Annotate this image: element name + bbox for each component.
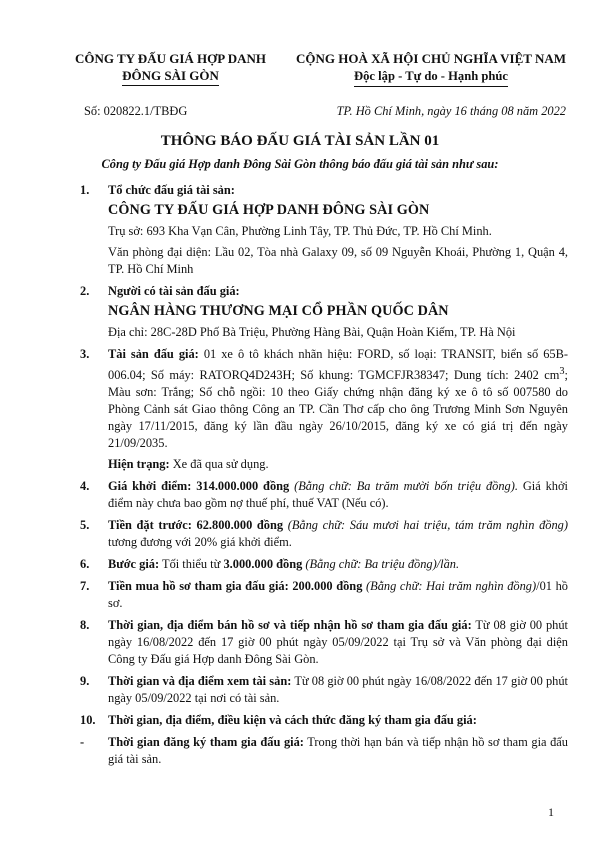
section-7 bbox=[70, 578, 568, 612]
section-number: 6. bbox=[80, 557, 90, 572]
section-number: 8. bbox=[80, 618, 90, 633]
section-number: 4. bbox=[80, 479, 90, 494]
section-text: Trong thời hạn bán và tiếp nhận hồ sơ tham gia đấu giá tài sản. bbox=[108, 735, 568, 767]
section-3 bbox=[70, 346, 568, 473]
auction-organizer-name: CÔNG TY ĐẤU GIÁ HỢP DANH ĐÔNG SÀI GÒN bbox=[108, 202, 430, 218]
section-8 bbox=[70, 617, 568, 668]
section-label: Tổ chức đấu giá tài sản: bbox=[108, 183, 235, 197]
section-number: 2. bbox=[80, 284, 90, 298]
asset-description-cont: ; Màu sơn: Trắng; Số chỗ ngồi: 10 theo Giấy chứng nhận đăng ký xe ô tô số 007580 do Phòng Cảnh sát Giao thông Công an TP. Cần Thơ cấp cho ông Trương Minh Sơn Nguyên ngày 17/11/2015, đăng ký lần đầu ngày 26/10/2015, đăng ký xe có giá trị đến ngày 21/09/2035. bbox=[108, 368, 568, 451]
status-label: Hiện trạng: bbox=[108, 457, 170, 472]
section-number: 7. bbox=[80, 579, 90, 594]
asset-owner-name: NGÂN HÀNG THƯƠNG MẠI CỔ PHẦN QUỐC DÂN bbox=[108, 303, 449, 319]
document-body bbox=[70, 182, 568, 773]
section-9 bbox=[70, 673, 568, 707]
national-motto: Độc lập - Tự do - Hạnh phúc bbox=[354, 68, 508, 87]
section-label: Thời gian đăng ký tham gia đấu giá: bbox=[108, 735, 304, 750]
page-number: 1 bbox=[548, 805, 554, 819]
bullet-dash: - bbox=[80, 735, 85, 750]
asset-owner-address: Địa chỉ: 28C-28D Phố Bà Triệu, Phường Hàng Bài, Quận Hoàn Kiếm, TP. Hà Nội bbox=[108, 325, 516, 339]
section-label: Thời gian, địa điểm, điều kiện và cách thức đăng ký tham gia đấu giá: bbox=[108, 713, 477, 728]
deposit-note: tương đương với 20% giá khởi điểm. bbox=[108, 535, 292, 550]
organizer-rep-office: Văn phòng đại diện: Lầu 02, Tòa nhà Galaxy 09, số 09 Nguyễn Khoái, Phường 1, Quận 4, TP. Hồ Chí Minh bbox=[108, 245, 568, 276]
section-text: Từ 08 giờ 00 phút ngày 16/08/2022 đến 17 giờ 00 phút ngày 05/09/2022 tại nơi có tài sản. bbox=[108, 674, 568, 706]
status-text: Xe đã qua sử dụng. bbox=[172, 457, 269, 472]
section-1 bbox=[70, 182, 568, 278]
starting-price-words: (Bằng chữ: Ba trăm mười bốn triệu đồng). bbox=[294, 479, 518, 494]
section-label: Người có tài sản đấu giá: bbox=[108, 284, 240, 298]
section-number: 1. bbox=[80, 183, 90, 197]
organizer-head-office: Trụ sở: 693 Kha Vạn Cân, Phường Linh Tây, TP. Thủ Đức, TP. Hồ Chí Minh. bbox=[108, 224, 492, 238]
national-header bbox=[286, 50, 576, 87]
bid-step-amount: 3.000.000 đồng bbox=[223, 557, 303, 572]
company-name-line2: ĐÔNG SÀI GÒN bbox=[122, 67, 219, 86]
section-5 bbox=[70, 517, 568, 551]
section-number: 5. bbox=[80, 518, 90, 533]
company-name-line1: CÔNG TY ĐẤU GIÁ HỢP DANH bbox=[74, 51, 267, 66]
section-label: Bước giá: bbox=[108, 557, 160, 572]
sub-item-registration bbox=[70, 734, 568, 768]
document-intro: Công ty Đấu giá Hợp danh Đông Sài Gòn thông báo đấu giá tài sản như sau: bbox=[101, 157, 499, 171]
section-4 bbox=[70, 478, 568, 512]
section-label: Thời gian, địa điểm bán hồ sơ và tiếp nhận hồ sơ tham gia đấu giá: bbox=[108, 618, 472, 633]
section-text: Từ 08 giờ 00 phút ngày 16/08/2022 đến 17 giờ 00 phút ngày 05/09/2022 tại Trụ sở và Văn phòng đại diện Công ty Đấu giá Hợp danh Đông Sài Gòn. bbox=[108, 618, 568, 667]
section-6 bbox=[70, 556, 568, 573]
section-10 bbox=[70, 712, 568, 729]
document-date: TP. Hồ Chí Minh, ngày 16 tháng 08 năm 2022 bbox=[336, 104, 566, 118]
section-number: 9. bbox=[80, 674, 90, 689]
dossier-fee: Tiền mua hồ sơ tham gia đấu giá: 200.000 đồng bbox=[108, 579, 363, 594]
dossier-fee-unit: /01 hồ sơ. bbox=[108, 579, 568, 611]
company-header bbox=[58, 50, 283, 86]
bid-step-text: Tối thiểu từ bbox=[162, 557, 221, 572]
superscript: 3 bbox=[559, 366, 565, 377]
section-label: Thời gian và địa điểm xem tài sản: bbox=[108, 674, 292, 689]
section-2 bbox=[70, 283, 568, 341]
bid-step-words: (Bằng chữ: Ba triệu đồng)/lần. bbox=[305, 557, 460, 572]
asset-description: 01 xe ô tô khách nhãn hiệu: FORD, số loại: TRANSIT, biển số 65B-006.04; Số máy: RATORQ4D243H; Số khung: TGMCFJR38347; Dung tích: 2402 cm bbox=[108, 347, 568, 383]
document-title: THÔNG BÁO ĐẤU GIÁ TÀI SẢN LẦN 01 bbox=[160, 133, 440, 149]
section-label: Tài sản đấu giá: bbox=[108, 347, 199, 361]
starting-price: Giá khởi điểm: 314.000.000 đồng bbox=[108, 479, 290, 494]
deposit-words: (Bằng chữ: Sáu mươi hai triệu, tám trăm nghìn đồng) bbox=[287, 518, 568, 533]
national-title: CỘNG HOÀ XÃ HỘI CHỦ NGHĨA VIỆT NAM bbox=[295, 51, 567, 66]
dossier-fee-words: (Bằng chữ: Hai trăm nghìn đồng) bbox=[366, 579, 537, 594]
document-reference: Số: 020822.1/TBĐG bbox=[84, 104, 188, 118]
section-number: 3. bbox=[80, 347, 90, 361]
starting-price-note: Giá khởi điểm này chưa bao gồm nợ thuế phí, thuế VAT (Nếu có). bbox=[108, 479, 568, 511]
section-number: 10. bbox=[80, 713, 96, 728]
deposit-amount: Tiền đặt trước: 62.800.000 đồng bbox=[108, 518, 284, 533]
